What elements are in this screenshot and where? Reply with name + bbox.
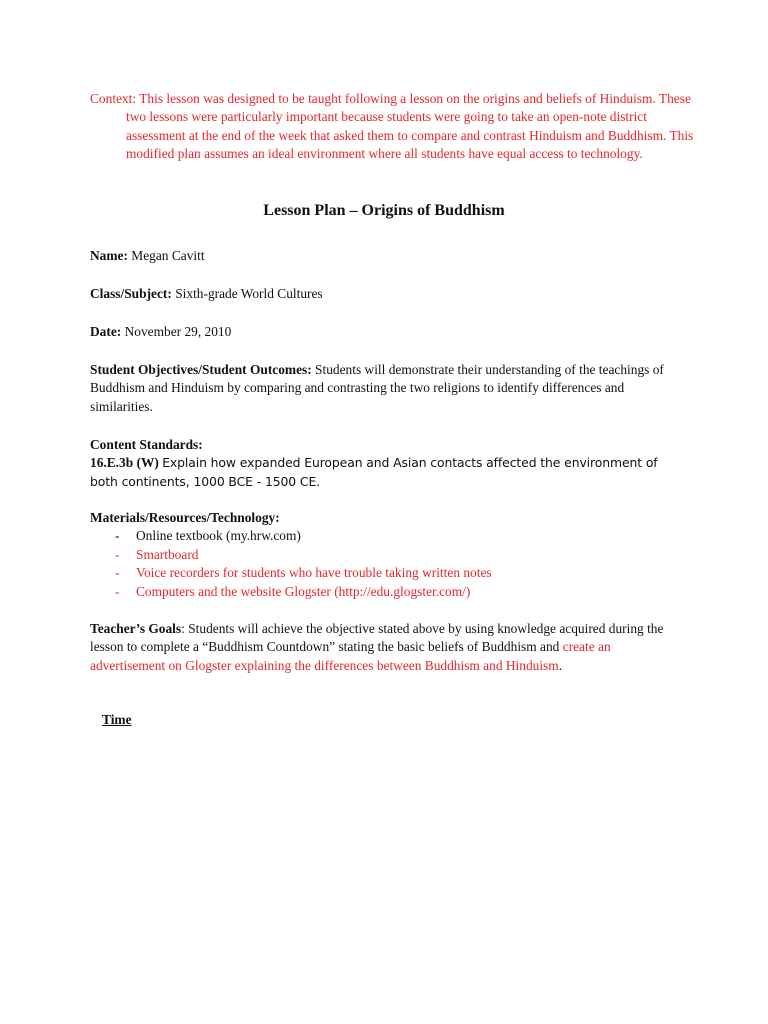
list-item: [90, 546, 680, 564]
context-paragraph: Context: This lesson was designed to be taught following a lesson on the origins and beliefs of Hinduism. These two lessons were particularly important because students were going to take an open-note district assessment at the end of the week that asked them to compare and contrast Hinduism and Buddhism. This modified plan assumes an ideal environment where all students have equal access to technology.: [90, 91, 694, 162]
material-text: Voice recorders for students who have trouble taking written notes: [136, 565, 492, 581]
date-label: Date:: [90, 324, 122, 339]
objectives-label: Student Objectives/Student Outcomes:: [90, 362, 312, 377]
class-subject-field: [90, 285, 680, 303]
objectives-section: [90, 361, 680, 416]
materials-section: [90, 509, 680, 601]
material-text: Computers and the website Glogster (http://edu.glogster.com/): [136, 583, 471, 599]
date-field: [90, 323, 680, 341]
teacher-goals-section: [90, 620, 680, 675]
teacher-goals-label: Teacher’s Goals: [90, 621, 182, 636]
content-standards-label: Content Standards:: [90, 437, 203, 452]
content-standards-entry: [90, 454, 680, 491]
material-text: Online textbook (my.hrw.com): [136, 528, 301, 544]
name-label: Name:: [90, 248, 128, 263]
date-value: November 29, 2010: [124, 324, 232, 339]
name-value: Megan Cavitt: [131, 248, 205, 263]
list-dash: -: [115, 528, 120, 544]
name-field: [90, 247, 680, 265]
time-heading: Time: [102, 712, 132, 727]
standard-text: Explain how expanded European and Asian contacts affected the environment of both continents, 1000 BCE - 1500 CE.: [90, 455, 658, 489]
list-dash: -: [115, 565, 120, 581]
standard-code: 16.E.3b (W): [90, 455, 159, 471]
class-subject-label: Class/Subject:: [90, 286, 172, 301]
content-standards-section: [90, 436, 680, 491]
materials-list: [90, 527, 680, 601]
materials-label: Materials/Resources/Technology:: [90, 510, 280, 525]
class-subject-value: Sixth-grade World Cultures: [175, 286, 323, 301]
teacher-goals-modified-text: create an advertisement on Glogster explaining the differences between Buddhism and Hinduism: [90, 639, 611, 673]
list-dash: -: [115, 583, 120, 599]
teacher-goals-text: Students will achieve the objective stated above by using knowledge acquired during the lesson to complete a “Buddhism Countdown” stating the basic beliefs of Buddhism and: [90, 621, 664, 655]
list-item: [90, 527, 680, 545]
teacher-goals-colon: :: [181, 621, 185, 636]
teacher-goals-period: .: [558, 657, 563, 673]
list-dash: -: [115, 546, 120, 562]
list-item: [90, 564, 680, 582]
list-item: [90, 583, 680, 601]
page-title: Lesson Plan – Origins of Buddhism: [263, 202, 505, 219]
material-text: Smartboard: [136, 546, 199, 562]
objectives-text: Students will demonstrate their understanding of the teachings of Buddhism and Hinduism by comparing and contrasting the two religions to identify differences and similarities.: [90, 362, 664, 414]
